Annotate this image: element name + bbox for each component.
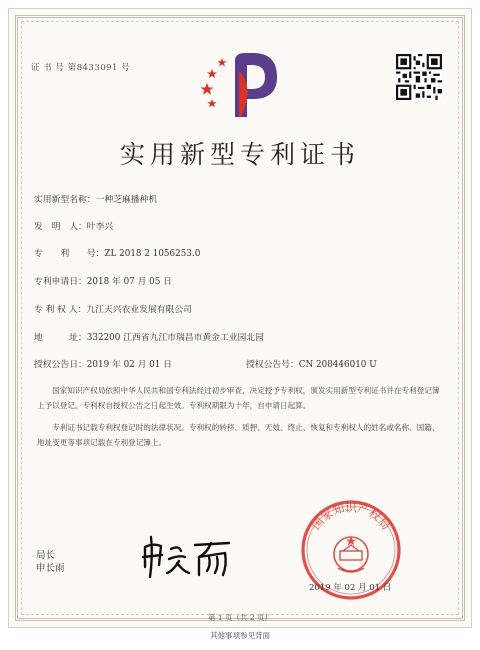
field-label: 授权公告号：: [246, 360, 299, 370]
field-value: 一种芝麻播种机: [95, 195, 158, 205]
certificate-body: [37, 384, 447, 458]
field-value: 332200 江西省九江市瑞昌市黄金工业园北园: [86, 333, 264, 343]
seal-text: 国家知识产权局: [308, 500, 394, 533]
director-name: 申长雨: [36, 563, 65, 574]
field-value: 九江天兴农业发展有限公司: [86, 305, 192, 315]
certificate-number: 证 书 号 第8433091 号: [31, 63, 131, 73]
body-paragraph: 专利证书记载专利权登记时的法律状况。专利权的转移、质押、无效、终止、恢复和专利权人的姓名或名称、国籍、地址变更等事项记载在专利登记簿上。: [37, 423, 440, 447]
field-inventor: [34, 219, 113, 232]
field-value: 叶李兴: [86, 222, 114, 232]
field-address: [34, 330, 264, 343]
field-value: 2018 年 07 月 05 日: [86, 277, 172, 287]
patent-office-logo: [195, 47, 287, 121]
director-title: 局长: [36, 550, 56, 561]
body-paragraph: 国家知识产权局依照中华人民共和国专利法经过初步审查，决定授予专利权，颁发实用新型专利证书并在专利登记簿上予以登记。专利权自授权公告之日起生效。专利权期限为十年，自申请日起算。: [37, 386, 440, 410]
field-label: 地 址：: [34, 333, 87, 343]
field-value: CN 208446010 U: [298, 360, 377, 370]
field-filing-date: [34, 274, 172, 287]
field-label: 专 利 权 人：: [34, 305, 87, 315]
field-label: 专 利 号：: [34, 249, 105, 259]
director-signature: [137, 531, 235, 581]
field-value: 2019 年 02 月 01 日: [86, 360, 172, 370]
footer-note: 其他事项参见背面: [210, 631, 270, 640]
qr-code: [396, 54, 442, 100]
certificate-title: 实用新型专利证书: [119, 140, 360, 169]
field-patent-number: [34, 246, 200, 259]
seal-date: 2019 年 02 月 01 日: [309, 583, 392, 593]
page-number: 第 1 页（共 2 页）: [207, 613, 273, 622]
field-label: 实用新型名称：: [34, 195, 96, 205]
field-grant-date: [34, 357, 172, 370]
svg-text:国家知识产权局: [309, 500, 393, 532]
field-utility-model-name: [34, 192, 157, 205]
field-label: 授权公告日：: [34, 360, 87, 370]
field-patentee: [34, 302, 192, 315]
field-value: ZL 2018 2 1056253.0: [104, 249, 201, 259]
field-grant-number: [246, 357, 377, 370]
certificate-sheet: [8, 8, 472, 628]
field-label: 专利申请日：: [34, 277, 87, 287]
field-label: 发 明 人：: [34, 222, 87, 232]
